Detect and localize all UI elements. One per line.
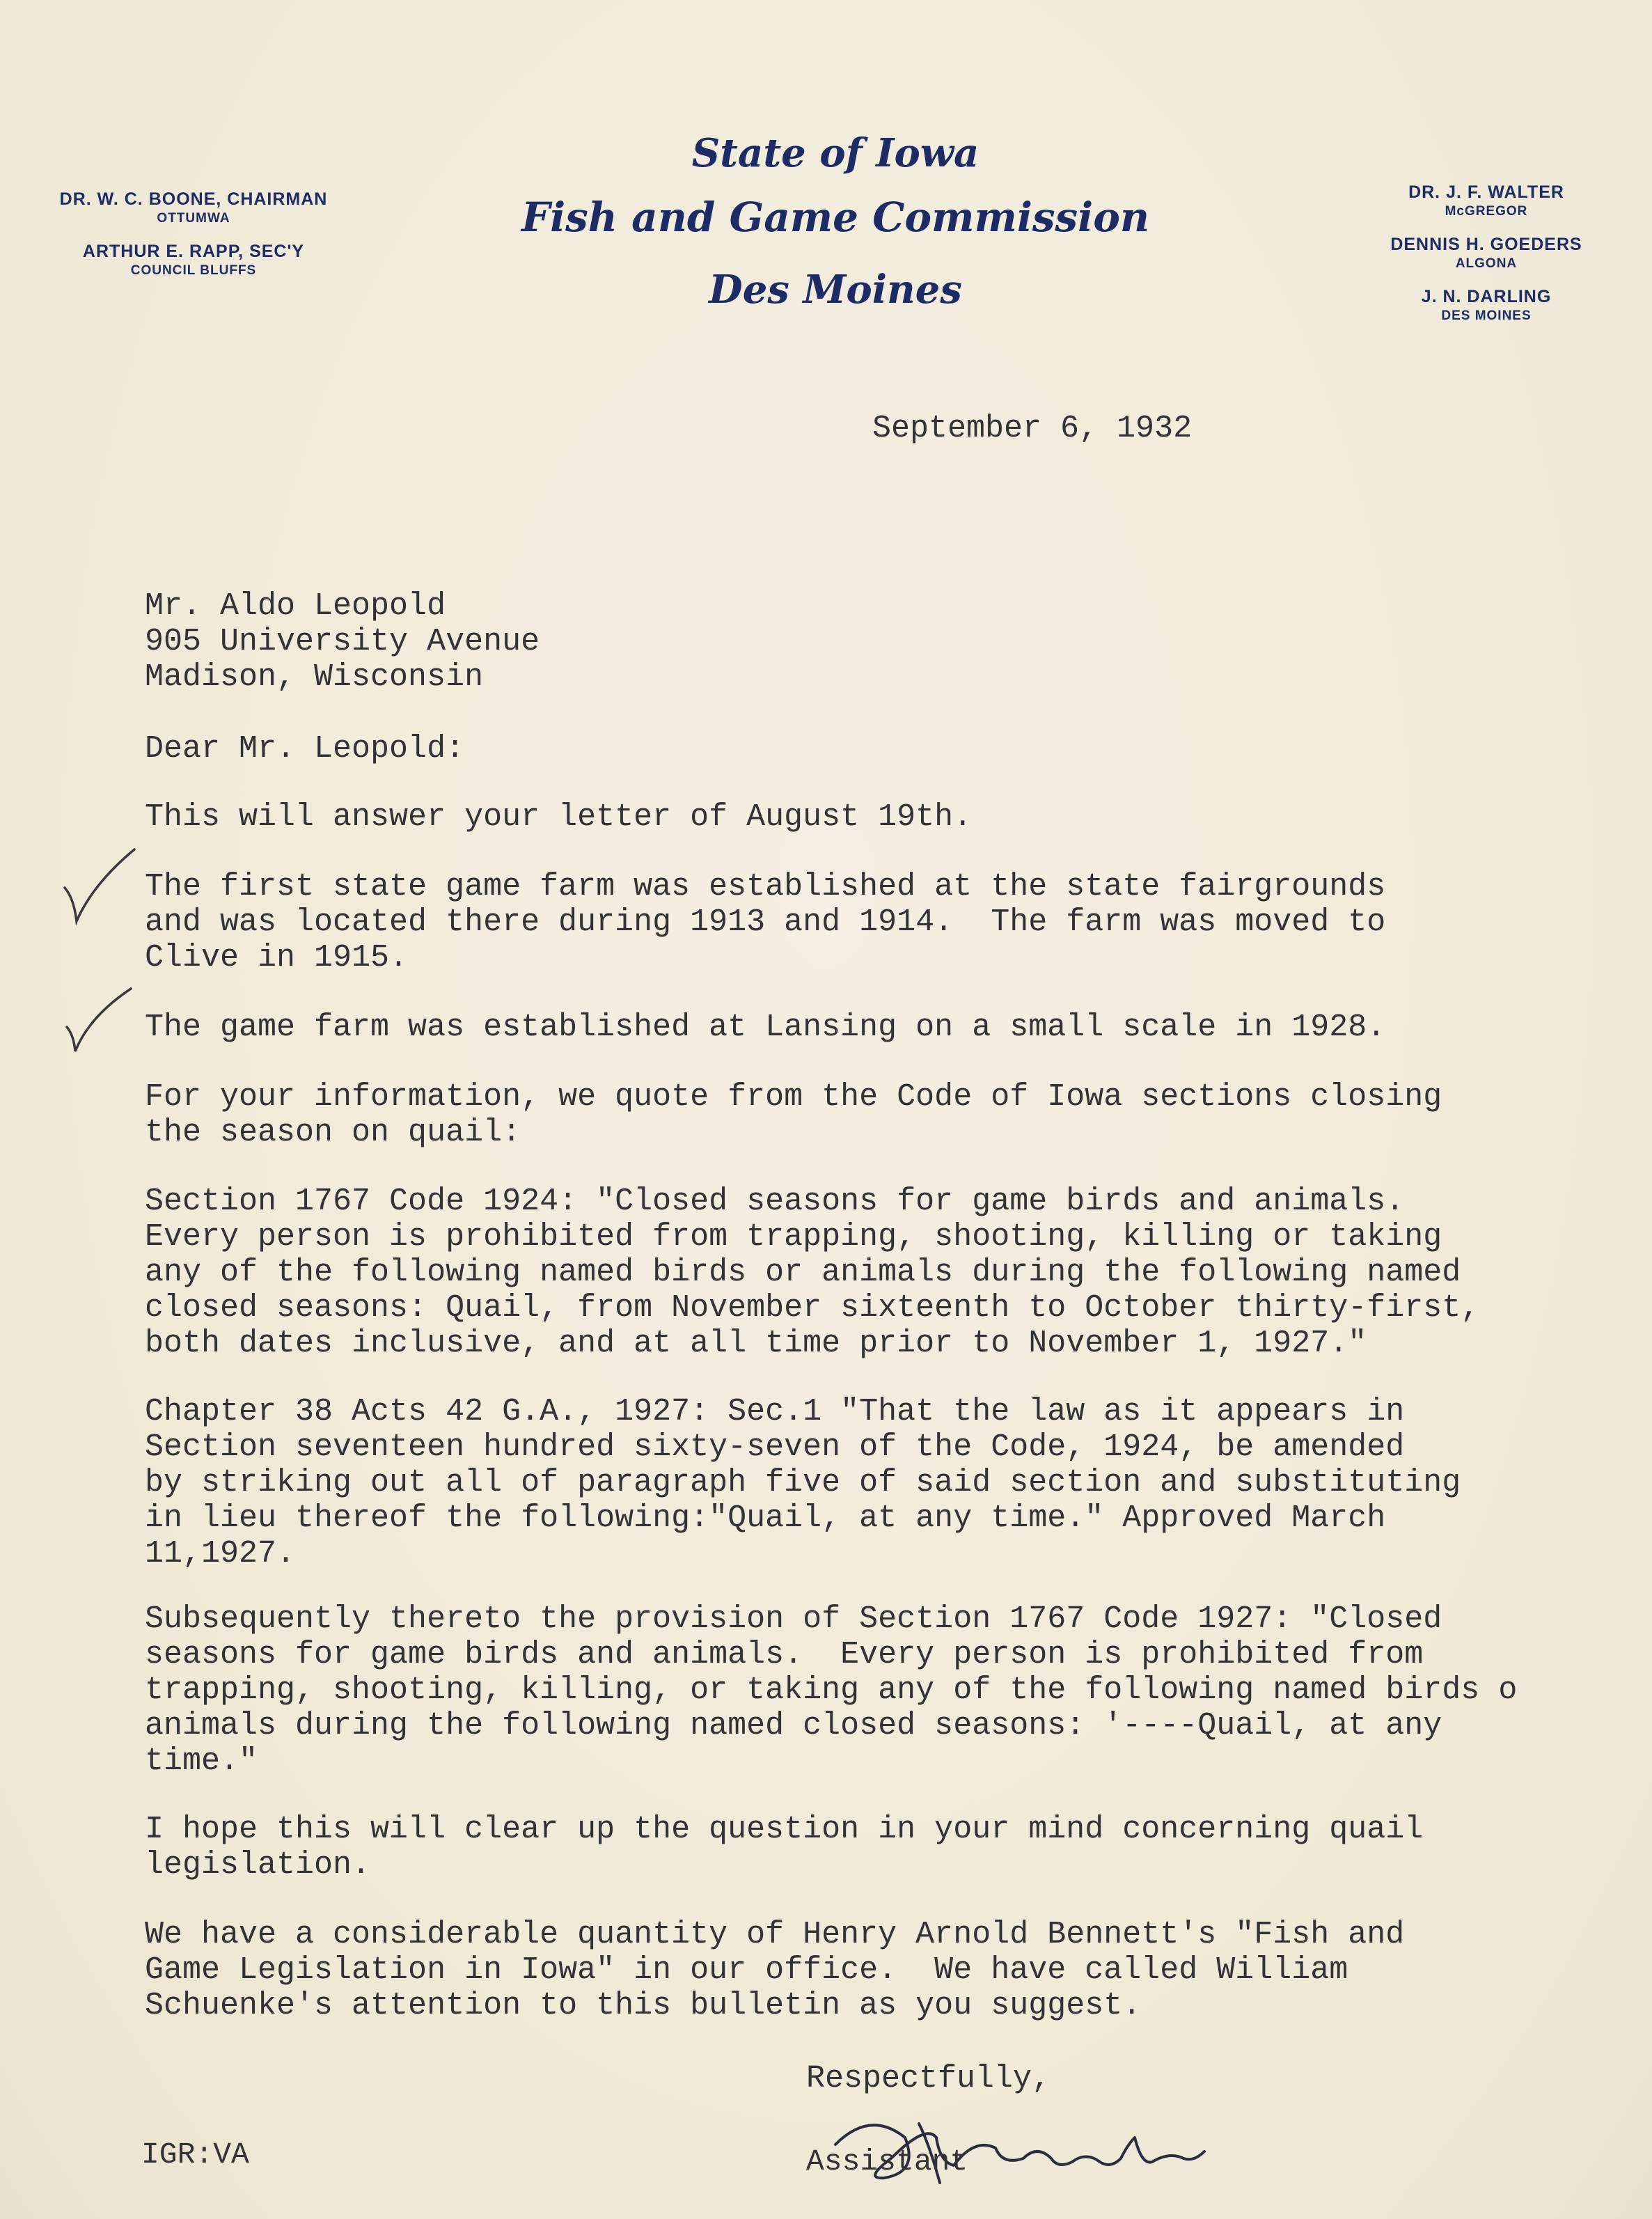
- letter-date: September 6, 1932: [872, 411, 1193, 446]
- letterhead-left: [40, 189, 347, 294]
- commissioner-town: OTTUMWA: [157, 211, 230, 226]
- commissioner-town: McGREGOR: [1445, 204, 1528, 219]
- commissioner-name: J. N. DARLING: [1421, 287, 1552, 306]
- commissioner-name: DENNIS H. GOEDERS: [1390, 235, 1582, 254]
- paragraph: For your information, we quote from the Code of Iowa sections closing the season on quail:: [145, 1079, 1442, 1150]
- signer-title: Assistant: [806, 2144, 968, 2179]
- salutation: Dear Mr. Leopold:: [145, 731, 465, 767]
- paragraph: We have a considerable quantity of Henry Arnold Bennett's "Fish and Game Legislation in Iowa" in our office. We have called William Schuenke's attention to this bulletin as you suggest.: [145, 1917, 1405, 2023]
- commissioner-name: DR. W. C. BOONE, CHAIRMAN: [59, 189, 328, 209]
- masthead-commission: Fish and Game Commission: [521, 194, 1150, 241]
- checkmark-icon: [61, 985, 138, 1055]
- paragraph: Subsequently thereto the provision of Section 1767 Code 1927: "Closed seasons for game birds and animals. Every person is prohibited from trapping, shooting, killing, or taking any of the following named birds o animals during the following named closed seasons: '----Quail, at any time.": [145, 1601, 1518, 1779]
- commissioner-town: ALGONA: [1455, 256, 1518, 271]
- masthead-state: State of Iowa: [691, 130, 980, 176]
- address-line: Madison, Wisconsin: [145, 659, 484, 695]
- paragraph: This will answer your letter of August 19th.: [145, 799, 973, 835]
- paragraph: I hope this will clear up the question in your mind concerning quail legislation.: [145, 1812, 1424, 1883]
- commissioner-name: ARTHUR E. RAPP, SEC'Y: [82, 242, 305, 261]
- commissioner-town: COUNCIL BLUFFS: [130, 263, 257, 278]
- typist-initials: IGR:VA: [141, 2138, 249, 2172]
- paragraph: The game farm was established at Lansing on a small scale in 1928.: [145, 1010, 1386, 1045]
- paragraph: Chapter 38 Acts 42 G.A., 1927: Sec.1 "That the law as it appears in Section seventeen hundred sixty-seven of the Code, 1924, be amended by striking out all of paragraph five of said section and substituting in lieu thereof the following:"Quail, at any time." Approved March 11,1927.: [145, 1394, 1461, 1571]
- address-line: Mr. Aldo Leopold: [145, 588, 446, 624]
- masthead: [487, 125, 1183, 326]
- paragraph: The first state game farm was established at the state fairgrounds and was located there during 1913 and 1914. The farm was moved to Clive in 1915.: [145, 869, 1386, 975]
- letterhead-right: [1358, 182, 1615, 339]
- masthead-city: Des Moines: [709, 267, 962, 313]
- closing: Respectfully,: [806, 2061, 1051, 2096]
- commissioner-town: DES MOINES: [1441, 308, 1532, 323]
- commissioner-name: DR. J. F. WALTER: [1408, 182, 1564, 202]
- address-line: 905 University Avenue: [145, 624, 540, 659]
- paragraph: Section 1767 Code 1924: "Closed seasons for game birds and animals. Every person is prohibited from trapping, shooting, killing or taking any of the following named birds or animals during the following named closed seasons: Quail, from November sixteenth to October thirty-first, both dates inclusive, and at all time prior to November 1, 1927.": [145, 1184, 1480, 1361]
- checkmark-icon: [61, 846, 138, 926]
